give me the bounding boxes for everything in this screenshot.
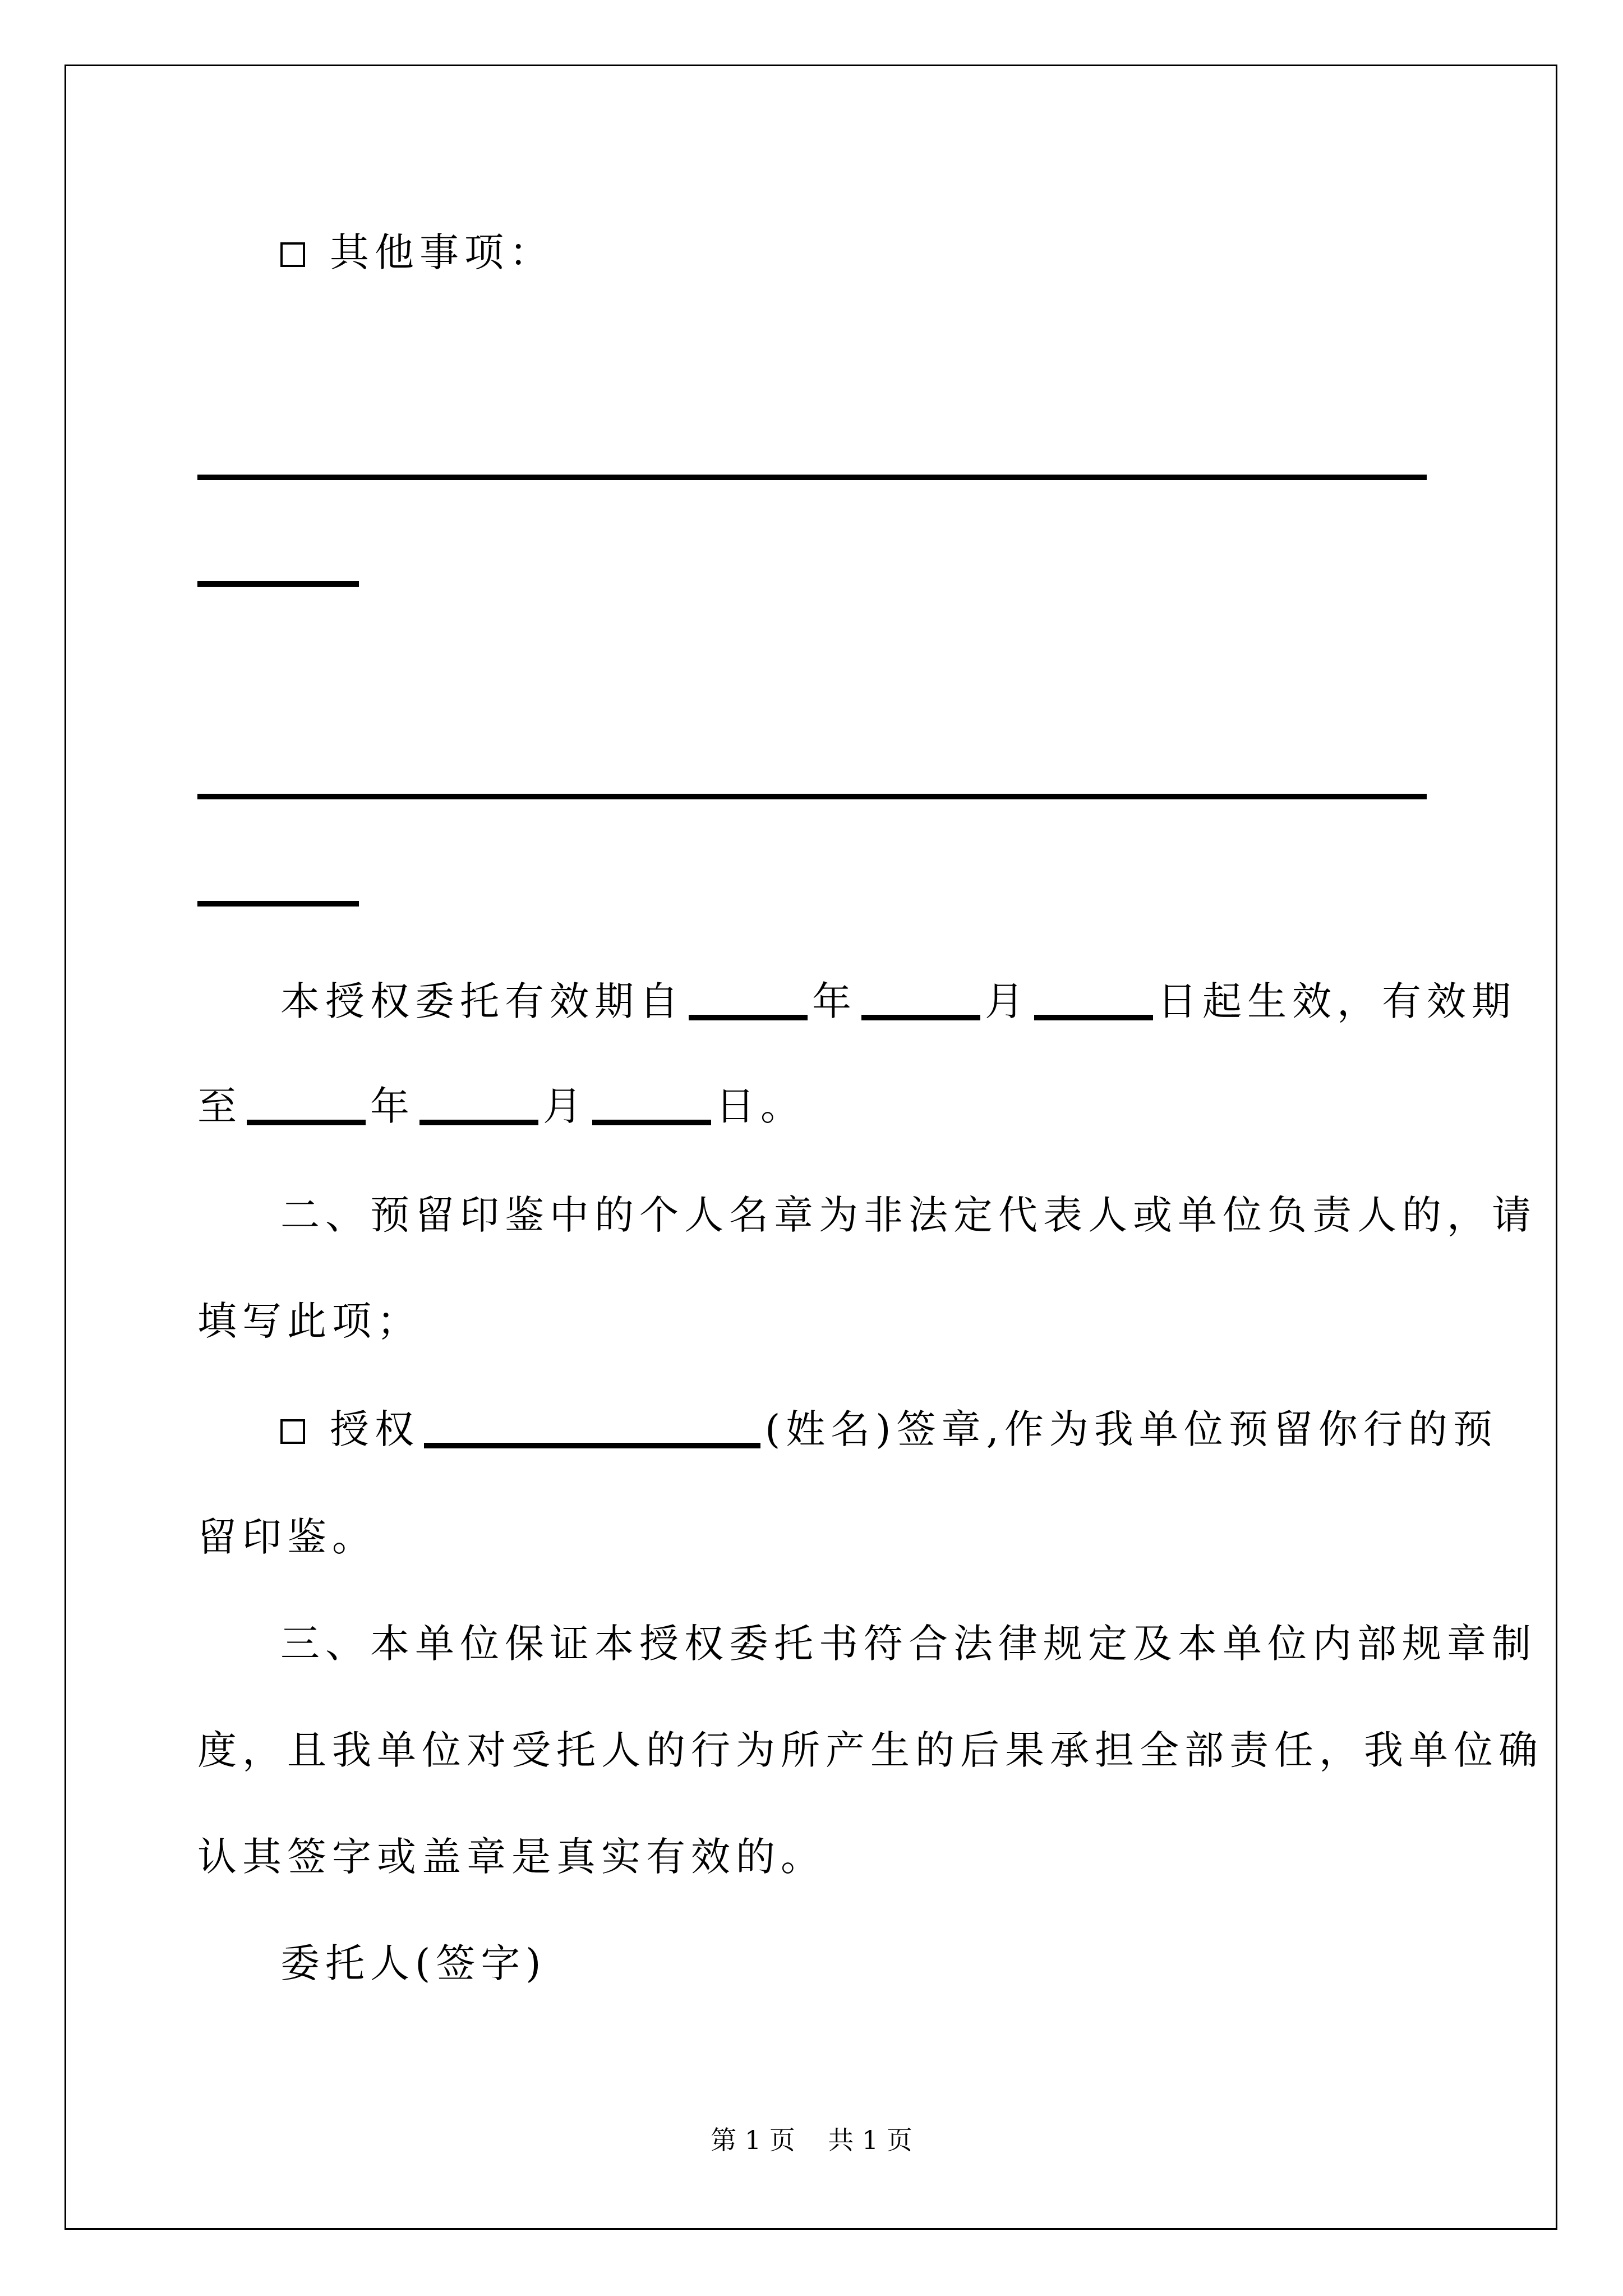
section3-line-3: 认其签字或盖章是真实有效的。 [197, 1834, 826, 1880]
authorization-row [280, 1402, 1498, 1456]
page-footer: 第 1 页 共 1 页 [711, 2125, 912, 2155]
name-blank [424, 1443, 760, 1448]
end-day-blank [592, 1120, 711, 1125]
day-start-label: 日起生效，有效期 [1158, 978, 1516, 1024]
page-border [64, 65, 1557, 2230]
fill-line-1 [197, 475, 1427, 480]
authorization-prefix: 授权 [330, 1406, 419, 1452]
year-label: 年 [812, 978, 857, 1024]
end-day-label: 日。 [716, 1083, 805, 1129]
start-day-blank [1034, 1015, 1153, 1020]
principal-signature-label: 委托人(签字) [280, 1940, 547, 1986]
section2-line-1: 二、预留印鉴中的个人名章为非法定代表人或单位负责人的，请 [280, 1192, 1537, 1238]
section3-line-1: 三、本单位保证本授权委托书符合法律规定及本单位内部规章制 [280, 1621, 1537, 1667]
month-label: 月 [985, 978, 1030, 1024]
fill-line-1-tail [197, 581, 359, 587]
section3-line-2: 度，且我单位对受托人的行为所产生的后果承担全部责任，我单位确 [197, 1727, 1543, 1773]
authorization-checkbox[interactable] [280, 1419, 305, 1444]
authorization-line-2: 留印鉴。 [197, 1514, 377, 1560]
section2-line-2: 填写此项； [197, 1298, 422, 1344]
validity-line-2 [197, 1079, 805, 1133]
start-month-blank [861, 1015, 980, 1020]
end-month-label: 月 [543, 1083, 588, 1129]
end-year-blank [247, 1120, 366, 1125]
authorization-suffix: (姓名)签章,作为我单位预留你行的预 [765, 1406, 1498, 1452]
other-items-checkbox[interactable] [280, 242, 305, 267]
validity-prefix: 本授权委托有效期自 [280, 978, 684, 1024]
fill-line-2-tail [197, 901, 359, 907]
end-month-blank [419, 1120, 538, 1125]
end-year-label: 年 [370, 1083, 415, 1129]
validity-line-1 [280, 974, 1516, 1028]
other-items-label: 其他事项： [330, 229, 554, 275]
start-year-blank [689, 1015, 808, 1020]
other-items-row [280, 226, 554, 279]
validity-to-label: 至 [197, 1083, 242, 1129]
fill-line-2 [197, 794, 1427, 799]
